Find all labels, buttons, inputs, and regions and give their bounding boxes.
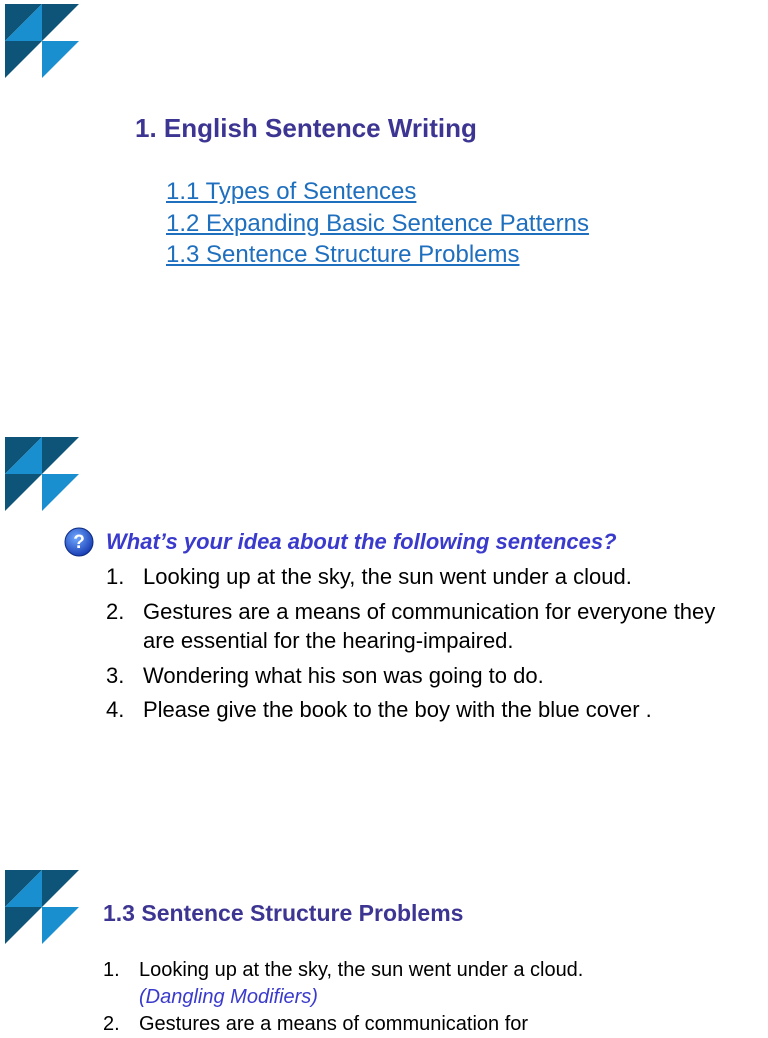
question-mark-icon: [64, 527, 94, 557]
item-number: 4.: [106, 697, 125, 722]
table-of-contents: [166, 176, 589, 271]
section-title: 1.3 Sentence Structure Problems: [103, 900, 464, 926]
list-item: [104, 661, 744, 691]
item-text: Please give the book to the boy with the blue cover .: [143, 697, 652, 722]
list-item: [103, 1011, 743, 1038]
list-item: [104, 597, 744, 656]
list-item: [166, 176, 589, 208]
item-text: Gestures are a means of communication for everyone they are essential for the hearing-impaired.: [143, 598, 716, 653]
sentence-list: [104, 562, 744, 730]
logo-icon: [5, 4, 79, 78]
page-title: 1. English Sentence Writing: [135, 113, 477, 143]
list-item: [166, 208, 589, 240]
list-item: [104, 562, 744, 592]
svg-text:?: ?: [73, 532, 85, 553]
item-number: 1.: [106, 564, 125, 589]
list-item: [103, 957, 743, 1011]
logo-icon: [5, 870, 79, 944]
list-item: [166, 239, 589, 271]
item-note: (Dangling Modifiers): [139, 986, 318, 1008]
item-text: Looking up at the sky, the sun went under a cloud.: [143, 564, 632, 589]
item-number: 3.: [106, 662, 125, 688]
item-text: Looking up at the sky, the sun went under a cloud.: [139, 959, 584, 981]
item-text: Gestures are a means of communication for: [139, 1013, 529, 1035]
question-text: What’s your idea about the following sentences?: [106, 529, 617, 554]
toc-link-types[interactable]: 1.1 Types of Sentences: [166, 178, 417, 205]
logo-icon: [5, 437, 79, 511]
item-number: 2.: [103, 1013, 120, 1035]
item-number: 1.: [103, 959, 120, 981]
list-item: [104, 695, 744, 725]
item-text: Wondering what his son was going to do.: [143, 662, 544, 688]
problem-list: [103, 957, 743, 1038]
toc-link-problems[interactable]: 1.3 Sentence Structure Problems: [166, 241, 520, 268]
toc-link-expanding[interactable]: 1.2 Expanding Basic Sentence Patterns: [166, 209, 589, 237]
question-line: [64, 527, 617, 557]
item-number: 2.: [106, 598, 125, 624]
